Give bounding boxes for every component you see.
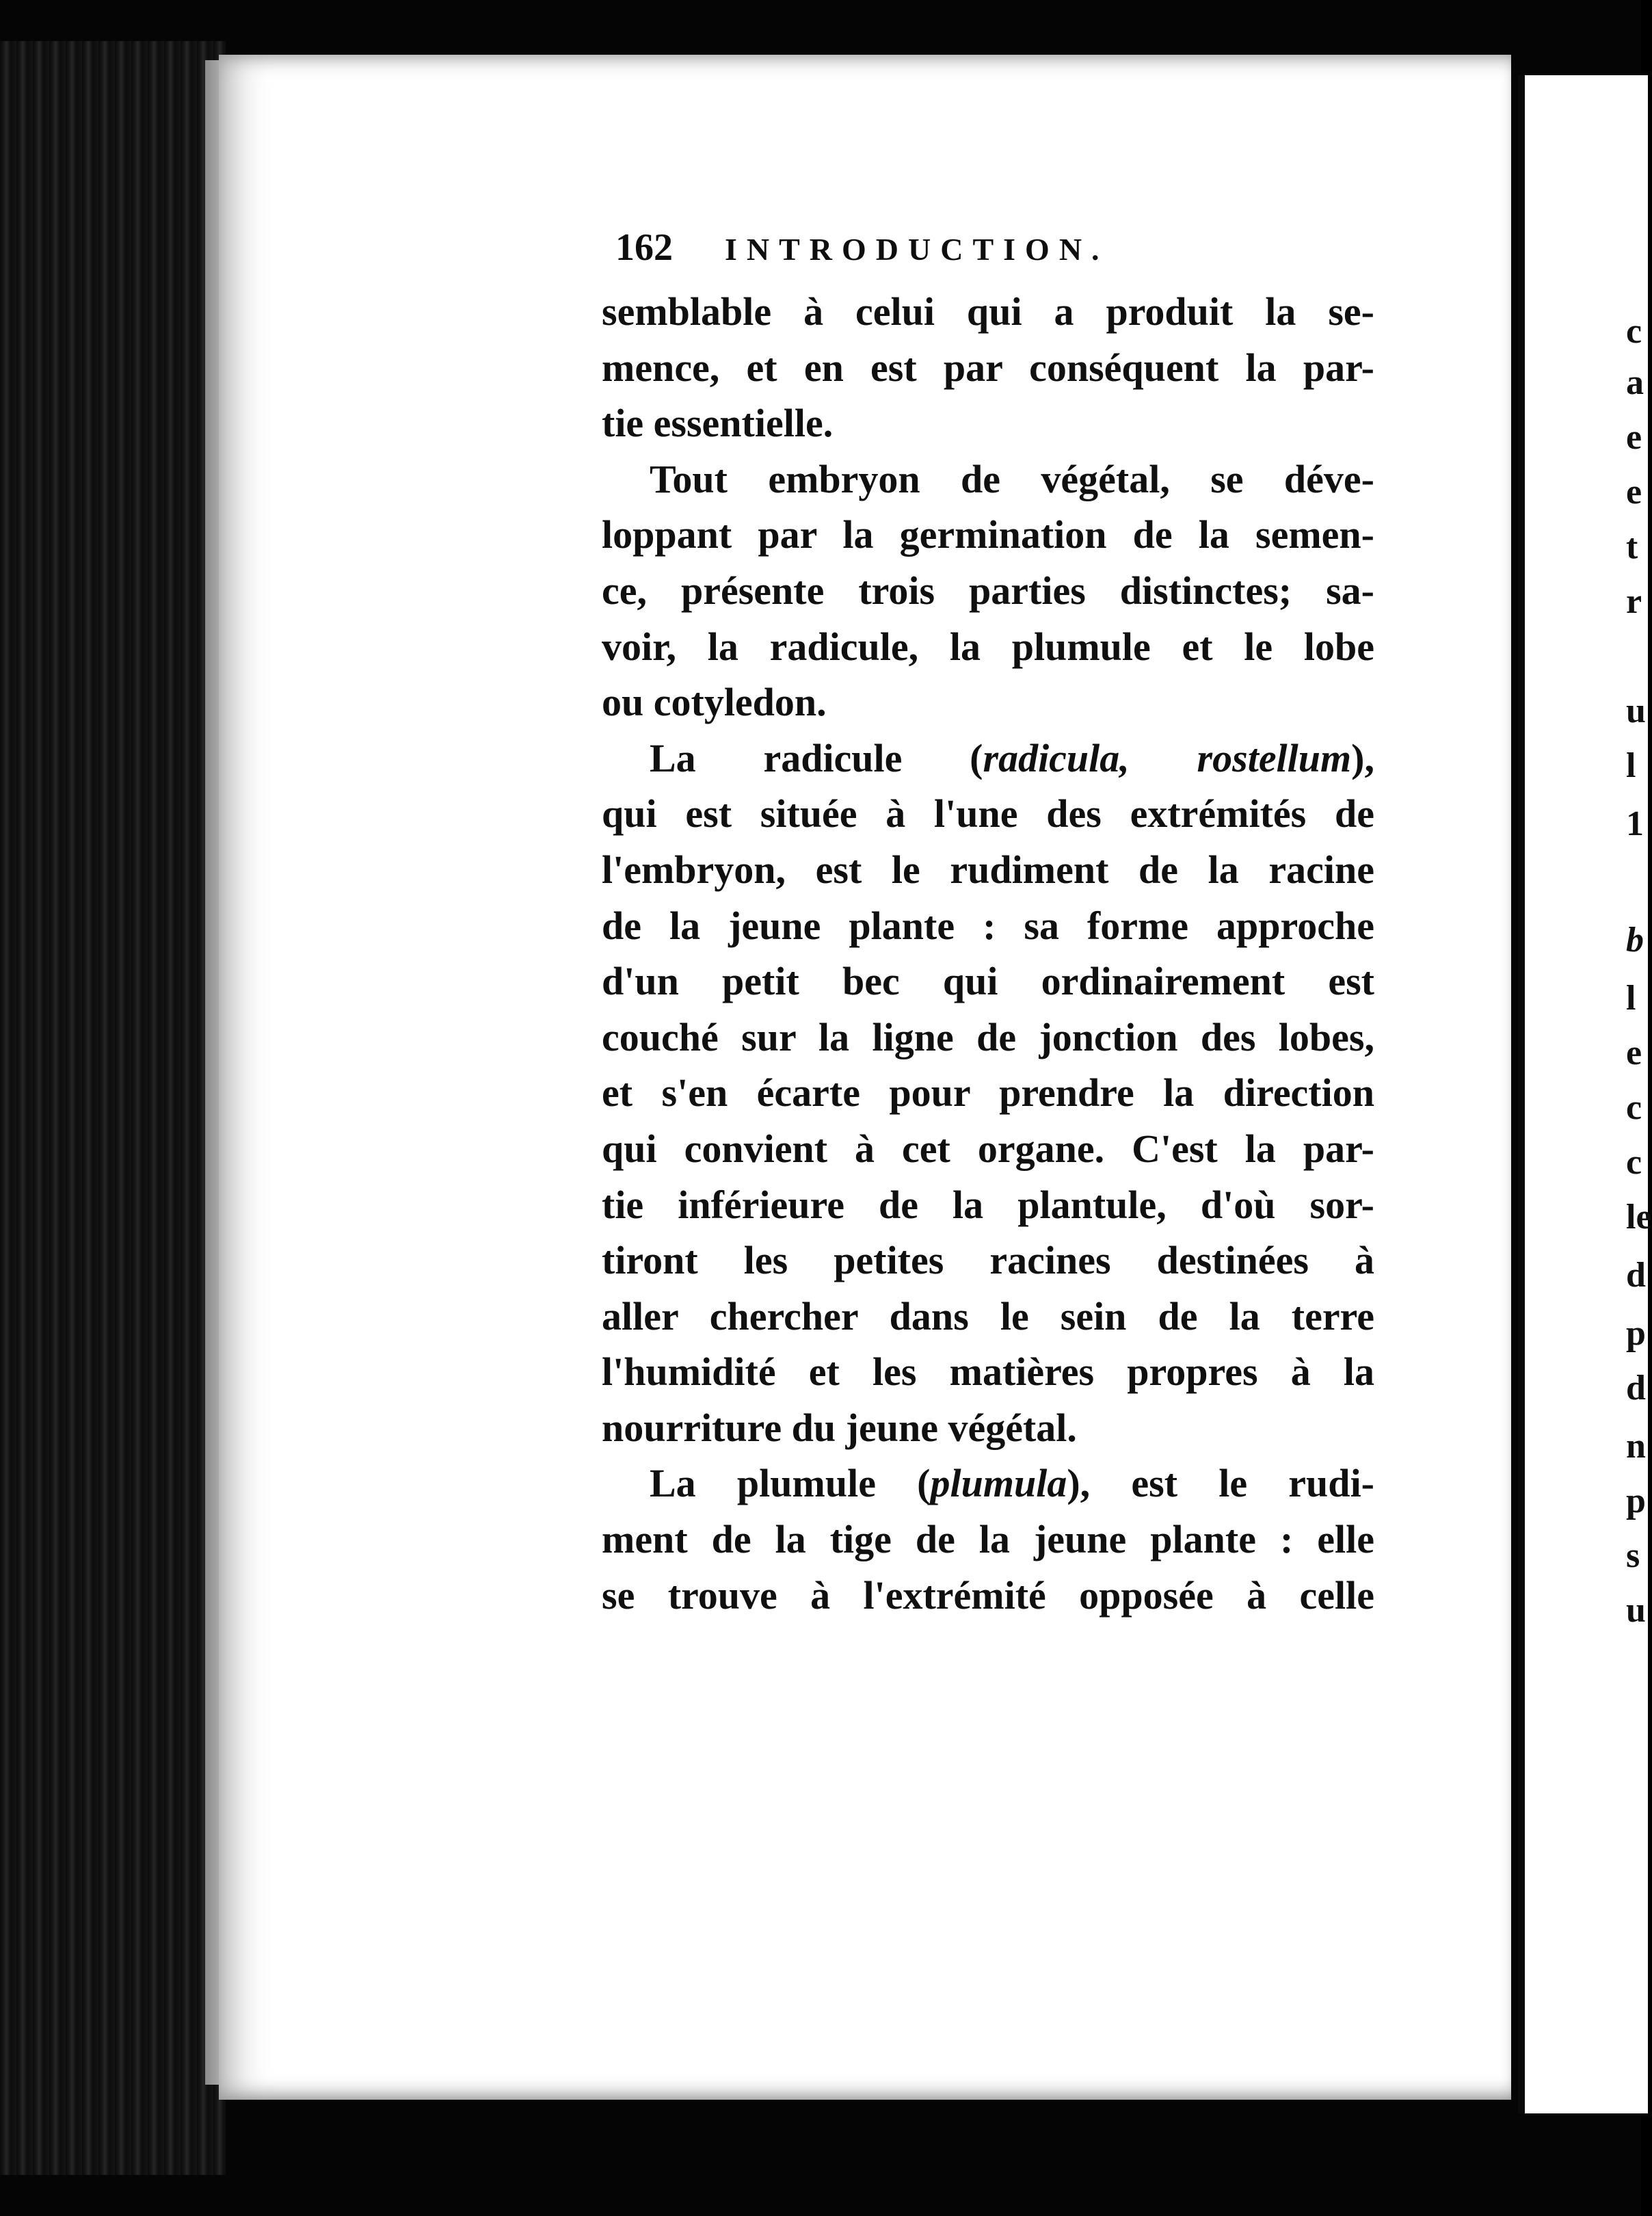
- facing-page-letter: d: [1626, 1256, 1646, 1295]
- facing-page-letter: n: [1626, 1427, 1646, 1466]
- text-segment: ), est le rudi-: [1067, 1461, 1374, 1506]
- page-body-text: [602, 284, 1374, 1623]
- text-line: ce, présente trois parties distinctes; sa-: [602, 568, 1374, 613]
- text-line: qui est située à l'une des extrémités de: [602, 791, 1374, 836]
- facing-page-letter: c: [1626, 312, 1642, 351]
- facing-page-letter: r: [1626, 582, 1642, 621]
- text-segment: ),: [1351, 735, 1374, 780]
- book-edge-left: [0, 41, 226, 2175]
- facing-page-letter: c: [1626, 1088, 1642, 1127]
- text-line: l'humidité et les matières propres à la: [602, 1349, 1374, 1395]
- facing-page-letter: l: [1626, 746, 1636, 785]
- text-line: semblable à celui qui a produit la se-: [602, 289, 1374, 334]
- text-line: de la jeune plante : sa forme approche: [602, 903, 1374, 948]
- text-line-with-italic: [602, 1455, 1374, 1512]
- text-line: tiront les petites racines destinées à: [602, 1238, 1374, 1283]
- text-line: nourriture du jeune végétal.: [602, 1405, 1077, 1450]
- text-line-with-italic: [602, 730, 1374, 787]
- facing-page-letter: a: [1626, 363, 1644, 402]
- text-segment: La radicule (: [650, 735, 983, 780]
- facing-page-letter: t: [1626, 527, 1638, 566]
- facing-page-letter: e: [1626, 418, 1642, 457]
- page-number: 162: [615, 226, 673, 269]
- text-line: tie essentielle.: [602, 401, 834, 446]
- text-line: qui convient à cet organe. C'est la par-: [602, 1126, 1374, 1171]
- facing-page-letter: c: [1626, 1143, 1642, 1182]
- facing-page-letter: b: [1626, 921, 1644, 960]
- text-line: mence, et en est par conséquent la par-: [602, 345, 1374, 390]
- facing-page-letter: e: [1626, 473, 1642, 512]
- facing-page-letter: e: [1626, 1033, 1642, 1072]
- text-line: ou cotyledon.: [602, 680, 827, 725]
- text-line: se trouve à l'extrémité opposée à celle: [602, 1572, 1374, 1618]
- text-line: couché sur la ligne de jonction des lobes,: [602, 1014, 1374, 1059]
- text-segment: La plumule (: [650, 1461, 931, 1506]
- text-line: et s'en écarte pour prendre la direction: [602, 1070, 1374, 1116]
- text-line: voir, la radicule, la plumule et le lobe: [602, 624, 1374, 669]
- facing-page-letter: le: [1626, 1198, 1652, 1237]
- text-line: Tout embryon de végétal, se déve-: [650, 456, 1374, 501]
- facing-page-letter: u: [1626, 1591, 1646, 1630]
- text-line: loppant par la germination de la semen-: [602, 512, 1374, 557]
- text-line: d'un petit bec qui ordinairement est: [602, 959, 1374, 1004]
- text-line: tie inférieure de la plantule, d'où sor-: [602, 1182, 1374, 1227]
- italic-latin-term: radicula, rostellum: [983, 735, 1352, 780]
- facing-page-letter: d: [1626, 1369, 1646, 1408]
- facing-page-letter: l: [1626, 979, 1636, 1018]
- facing-page-letter: 1: [1626, 804, 1644, 843]
- facing-page-letter: u: [1626, 691, 1646, 730]
- text-line: aller chercher dans le sein de la terre: [602, 1293, 1374, 1338]
- text-line: l'embryon, est le rudiment de la racine: [602, 847, 1374, 892]
- facing-page-letter: p: [1626, 1314, 1646, 1353]
- running-head: [615, 226, 1388, 267]
- text-line: ment de la tige de la jeune plante : elle: [602, 1517, 1374, 1562]
- running-title: INTRODUCTION.: [725, 232, 1109, 267]
- italic-latin-term: plumula: [930, 1461, 1067, 1506]
- facing-page-letter: p: [1626, 1481, 1646, 1520]
- facing-page-letter: s: [1626, 1536, 1640, 1575]
